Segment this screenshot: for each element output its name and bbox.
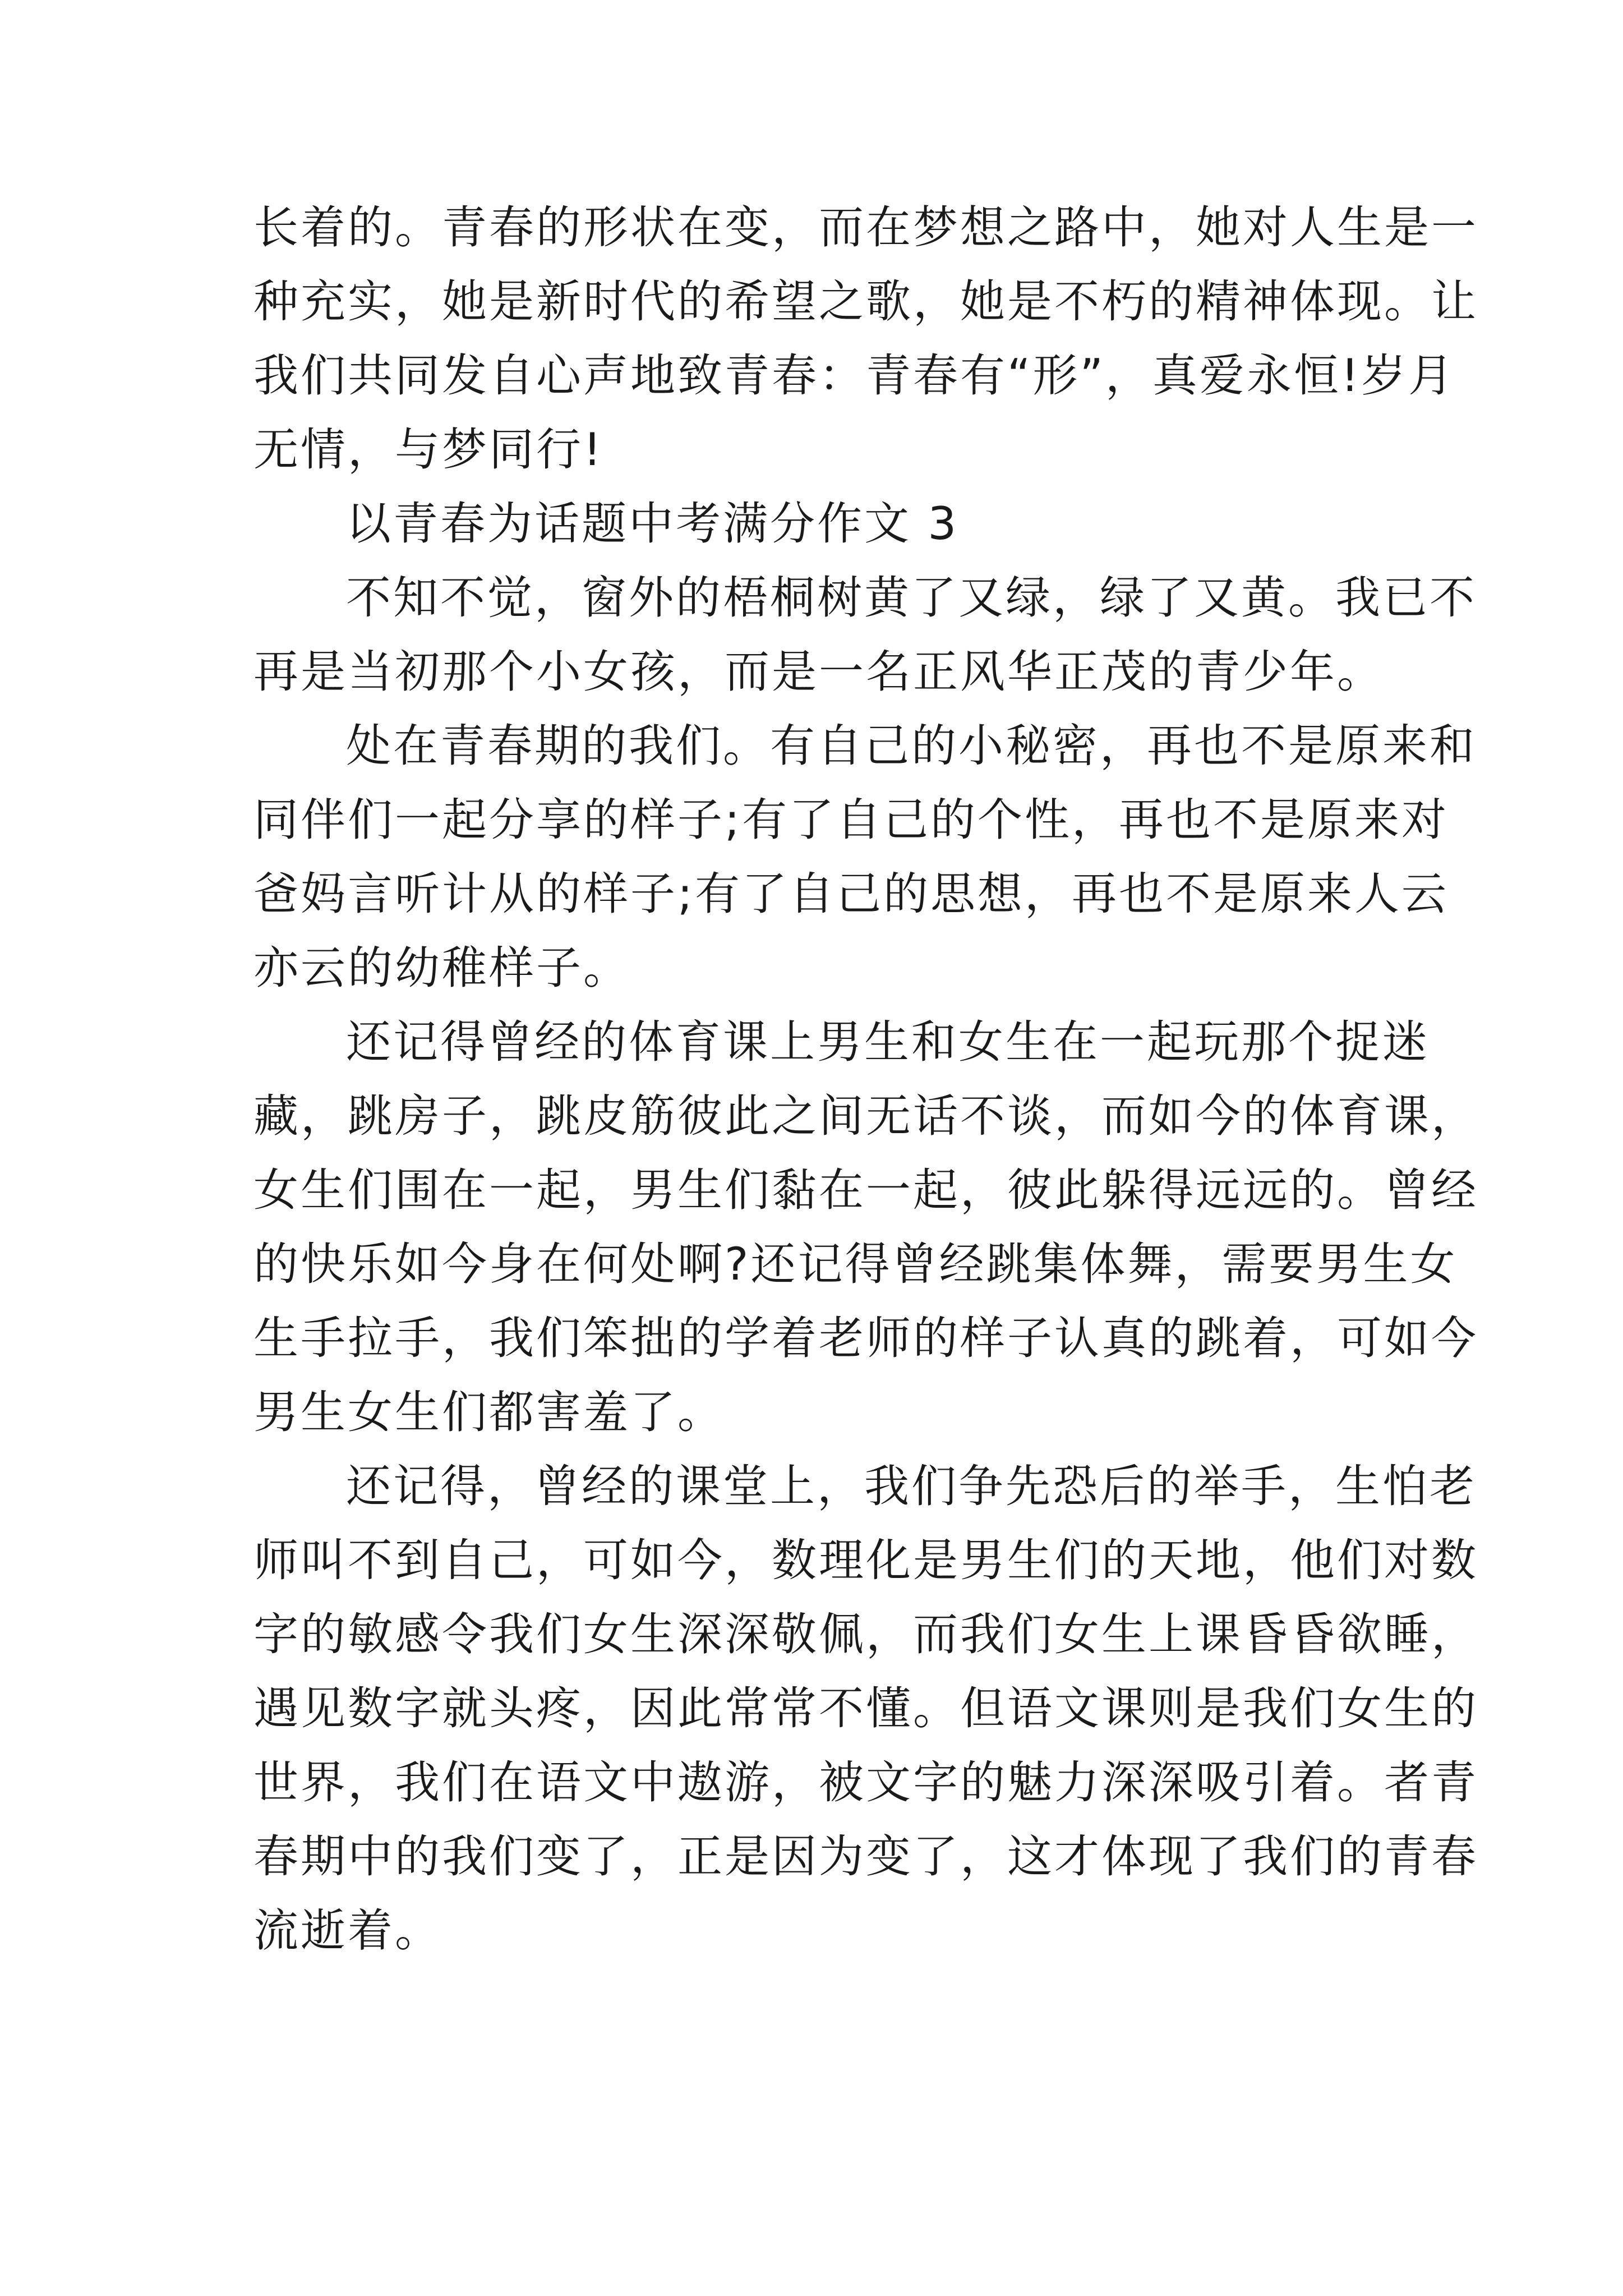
- text-line: 种充实，她是新时代的希望之歌，她是不朽的精神体现。让: [253, 275, 1478, 328]
- text-line: 再是当初那个小女孩，而是一名正风华正茂的青少年。: [253, 646, 1384, 698]
- text-line: 字的敏感令我们女生深深敬佩，而我们女生上课昏昏欲睡，: [253, 1608, 1478, 1660]
- text-line: 长着的。青春的形状在变，而在梦想之路中，她对人生是一: [253, 201, 1478, 254]
- text-line: 男生女生们都害羞了。: [253, 1386, 725, 1438]
- text-line: 春期中的我们变了，正是因为变了，这才体现了我们的青春: [253, 1830, 1478, 1883]
- text-line: 无情，与梦同行!: [253, 424, 604, 476]
- text-line: 生手拉手，我们笨拙的学着老师的样子认真的跳着，可如今: [253, 1312, 1478, 1364]
- text-line: 遇见数字就头疼，因此常常不懂。但语文课则是我们女生的: [253, 1682, 1478, 1734]
- text-line: 还记得，曾经的课堂上，我们争先恐后的举手，生怕老: [346, 1460, 1477, 1512]
- text-line: 还记得曾经的体育课上男生和女生在一起玩那个捉迷: [346, 1016, 1430, 1068]
- document-body: [253, 191, 1478, 1968]
- text-line: 的快乐如今身在何处啊?还记得曾经跳集体舞，需要男生女: [253, 1238, 1458, 1290]
- text-line: 世界，我们在语文中遨游，被文字的魅力深深吸引着。者青: [253, 1756, 1478, 1809]
- text-line: 不知不觉，窗外的梧桐树黄了又绿，绿了又黄。我已不: [346, 572, 1477, 624]
- text-line: 师叫不到自己，可如今，数理化是男生们的天地，他们对数: [253, 1534, 1478, 1586]
- text-line: 流逝着。: [253, 1904, 442, 1957]
- section-heading: 以青春为话题中考满分作文 3: [346, 498, 959, 550]
- text-line: 同伴们一起分享的样子;有了自己的个性，再也不是原来对: [253, 794, 1449, 846]
- text-line: 亦云的幼稚样子。: [253, 942, 630, 994]
- text-line: 处在青春期的我们。有自己的小秘密，再也不是原来和: [346, 720, 1477, 772]
- text-line: 藏，跳房子，跳皮筋彼此之间无话不谈，而如今的体育课，: [253, 1090, 1478, 1142]
- text-line: 爸妈言听计从的样子;有了自己的思想，再也不是原来人云: [253, 868, 1449, 920]
- text-line: 我们共同发自心声地致青春：青春有“形”，真爱永恒!岁月: [253, 349, 1455, 402]
- text-line: 女生们围在一起，男生们黏在一起，彼此躲得远远的。曾经: [253, 1164, 1478, 1216]
